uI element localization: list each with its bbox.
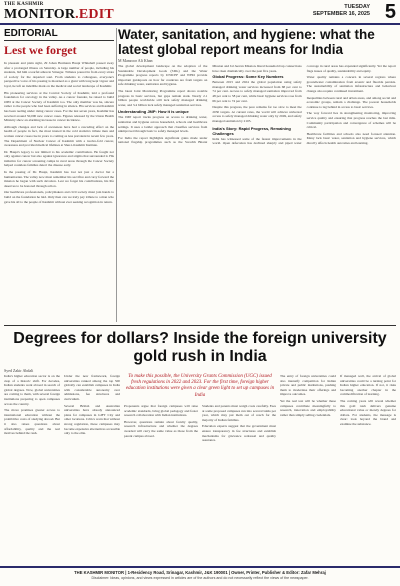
column-divider	[116, 28, 117, 322]
water-story-byline: M Manzoor Ali Khan	[118, 58, 153, 63]
degrees-paragraph: Education experts suggest that the government must ensure transparency in fee structures and establish mechanisms for grievance redressal and quality assurance.	[202, 424, 276, 443]
degrees-paragraph: Yet the real test will be whether these campuses contribute meaningfully to research, innovation and employability rather than simply selling credentials.	[280, 398, 336, 417]
footer-imprint: THE KASHMIR MONITOR | 1-Residency Road, Srinagar, Kashmir, J&K 190001 | Owner, Printer, Publisher & Editor: Zafar Mehraj	[74, 570, 326, 575]
degrees-paragraph: The entry of foreign universities could also intensify competition for Indian private and public institutions, pushing them to modernise their offerings and improve outcomes.	[280, 374, 336, 397]
water-paragraph: The JMP report tracks progress on access to drinking water, sanitation and hygiene across household, schools and healthcare settings. It uses a ladder approach that classifies services from unimproved through basic to safely managed levels.	[118, 115, 208, 134]
section-divider	[4, 325, 396, 326]
degrees-story-right-body	[280, 374, 396, 562]
water-paragraph: Healthcare facilities and schools also need focused attention. Many lack basic water, sanitation and hygiene services, which directly affects health outcomes and learning.	[306, 131, 396, 145]
editorial-column	[4, 28, 114, 322]
water-paragraph: Despite this progress, the pace remains far too slow to meet the 2030 targets. At current rates, the world will achieve universal access to safely managed drinking water only by 2049, and safely managed sanitation by 2105.	[212, 105, 302, 123]
degrees-paragraph: If managed well, the arrival of global universities could be a turning point for Indian higher education. If not, it risks becoming another chapter in the commodification of learning.	[340, 374, 396, 397]
water-paragraph: The latest Joint Monitoring Programme report shows notable progress in basic services, but gaps remain stark. Nearly 2.1 billion people worldwide still lack safely managed drinking water, and 3.4 billion lack safely managed sanitation services.	[118, 88, 208, 107]
water-paragraph: For India the report highlights significant gains made under national flagship programmes such as the Swachh Bharat Mission and Jal Jeevan Mission. Rural household tap connections have risen dramatically over the past five years.	[118, 64, 302, 145]
water-subhead-3: India's Story: Rapid Progress, Remaining Challenges	[212, 125, 291, 136]
degrees-paragraph: Several British and Australian universities have already announced plans for campuses in GIFT City and other locations. Critics warn that without strong regulation, these campuses may become expensive alternatives accessible only to the elite.	[64, 403, 120, 436]
degrees-standfirst: To make this possible, the University Grants Commission (UGC) issued fresh regulations in 2022 and 2023. For the first time, foreign higher education institutions were given a clear green light to set up campuses in India	[125, 374, 275, 398]
logo-section: .EDIT	[75, 7, 114, 22]
day: TUESDAY	[344, 4, 370, 10]
degrees-story-left-body	[4, 374, 120, 562]
editorial-paragraph: Dr. Haupt's legacy is not limited to his academic contribution. He fought not only against cancer but also against ignorance and stigma that surrounded it. His initiative for cancer screening camps in rural areas through the Cancer Society helped countless families detect the disease early.	[4, 149, 114, 168]
water-story-headline[interactable]: Water, sanitation, and hygiene: what the latest global report means for India	[118, 27, 375, 57]
degrees-paragraph: However, questions remain about faculty quality, research infrastructure and whether the degrees awarded will carry the same value as those from the parent campus abroad.	[124, 419, 198, 438]
degrees-story-headline[interactable]: Degrees for dollars? Inside the foreign university gold rush in India	[13, 330, 387, 365]
footer	[0, 566, 400, 586]
degrees-story-middle-body	[124, 404, 276, 562]
date-box	[313, 4, 370, 18]
degrees-paragraph: The move promises greater access to international education without the prohibitive costs of studying abroad. But it also raises questions about affordability, quality and the real motives behind the rush.	[4, 408, 60, 436]
logo-main: MONITOR	[4, 7, 76, 22]
degrees-story-byline: Syed Zakir Abdali	[4, 368, 34, 373]
editorial-paragraph: Our healthcare professionals, policymakers and civil society must join hands to build on the foundation he laid. Only then can we truly pay tribute to a man who gave his all to the people of Kashmir without ever seeking recognition in return.	[4, 190, 114, 204]
editorial-paragraph: His pioneering services at the Control Society of Kashmir, laid a profound foundation for oncology in the valley. As a cancer founder, he raised to build OPD at the Cancer Society of Kashmir too. The only member was he, sincere rather to the people who had been suffering in silence. His services and Kashmir has been reeling under rising cancer cases. For the last seven years, Kashmir has received around 50,000 new cancer cases. Figures released by the Union Health Ministry show an alarming increase in cancer incidence.	[4, 90, 114, 123]
water-paragraph: Water quality remains a concern in several regions where groundwater contamination from arsenic and fluoride persists. The sustainability of sanitation infrastructure and behaviour change also require continued investment.	[306, 75, 396, 93]
logo-top: THE KASHMIR	[4, 2, 44, 7]
water-story-body	[118, 64, 396, 322]
degrees-paragraph: Proponents argue that foreign campuses will raise academic standards, bring global pedagogy and foster research collaboration with Indian institutions.	[124, 404, 198, 418]
date: SEPTEMBER 16, 2025	[312, 11, 370, 17]
degrees-paragraph: Students and parents must weigh costs carefully. Fees at some proposed campuses run into several lakhs per year, which may put them out of reach for the majority of Indian families.	[202, 404, 276, 422]
editorial-headline: Lest we forget	[4, 43, 77, 57]
degrees-paragraph: The coming years will reveal whether this gold rush delivers genuine educational value or merely degrees for dollars. For students, the message is clear: look beyond the brand and examine the substance.	[340, 398, 396, 426]
water-paragraph: Between 2015 and 2024 the global population using safely managed drinking water services increased from 68 per cent to 74 per cent. Access to safely managed sanitation improved from 48 per cent to 58 per cent, while basic hygiene services rose from 66 per cent to 74 per cent.	[212, 80, 302, 103]
degrees-paragraph: India's higher education sector is on the cusp of a historic shift. For decades, Indian students went abroad in search of global degrees. Now, global universities are coming to them, with several foreign institutions preparing to open campuses across the country.	[4, 374, 60, 406]
water-paragraph: The global development landscape on the adoption of the Sustainable Development Goals (SDG) and the Water Programme progress reports by UNICEF and WHO provide important guideposts on how far countries are from targets on safe drinking water, sanitation and hygiene.	[118, 64, 208, 87]
editorial-paragraph: In the passing of Dr. Haupt, Kashmir has lost not just a doctor but a humanitarian. The valley now must remember his sacrifice and carry forward the mission he began with such devotion. Lest we forget his contributions, his life deserves to be honored through action.	[4, 170, 114, 188]
editorial-paragraph: Although changes and lack of awareness have had a cascading effect on the health of people in fact, the most trusted in the cold statistics tribute men and women cancer cases rise in years to coming as less prevalent in recent few years. The Department of Nuclear Cancer of Kashmir with a twelve-fold cancer, awareness and provided medical lifelines at Sher-i-Kashmir Institute.	[4, 124, 114, 148]
water-subhead-2: Global Progress: Some Key Numbers	[212, 74, 284, 80]
section-label: EDITORIAL	[4, 28, 114, 41]
water-paragraph: The way forward lies in strengthening monitoring, improving service quality and ensuring that progress reaches the last mile. Community participation and convergence of schemes will be critical.	[306, 111, 396, 130]
page-number: 5	[384, 1, 396, 23]
footer-disclaimer: Disclaimer: Ideas, opinions, and views expressed in articles are of the authors and do not necessarily reflect the views of the newspaper.	[91, 576, 309, 580]
masthead	[0, 0, 400, 25]
water-paragraph: India has witnessed some of the fastest improvements in the world. Open defecation has declined sharply and piped water coverage in rural areas has expanded significantly. Yet the report flags issues of quality, sustainability and equity.	[212, 64, 396, 146]
water-paragraph: Inequalities between rural and urban areas, and among social and economic groups, remain a challenge. The poorest households continue to lag behind in access to basic services.	[306, 95, 396, 109]
logo	[4, 7, 114, 23]
degrees-paragraph: Under the new framework, foreign universities ranked among the top 500 globally can establish campuses in India with considerable autonomy over admissions, fee structures and curriculum.	[64, 374, 120, 401]
editorial-body	[4, 61, 114, 204]
editorial-paragraph: In pleasant and plain sight, 29 Johan Hermann Haupt Whitehall passed away after a prolonged illness on Saturday. A large number of people, including his students, bid him a tearful adieu in Srinagar. Tributes poured in from every strata of society for the departed soul. From students to colleagues, everyone's perspective voice of his passing is mourned as a giant with long kept vigour and loyal, he left an indelible mark on the medical and social landscape of Kashmir.	[4, 61, 114, 88]
water-subhead-1: Understanding JMP: How it is unique	[118, 109, 189, 115]
